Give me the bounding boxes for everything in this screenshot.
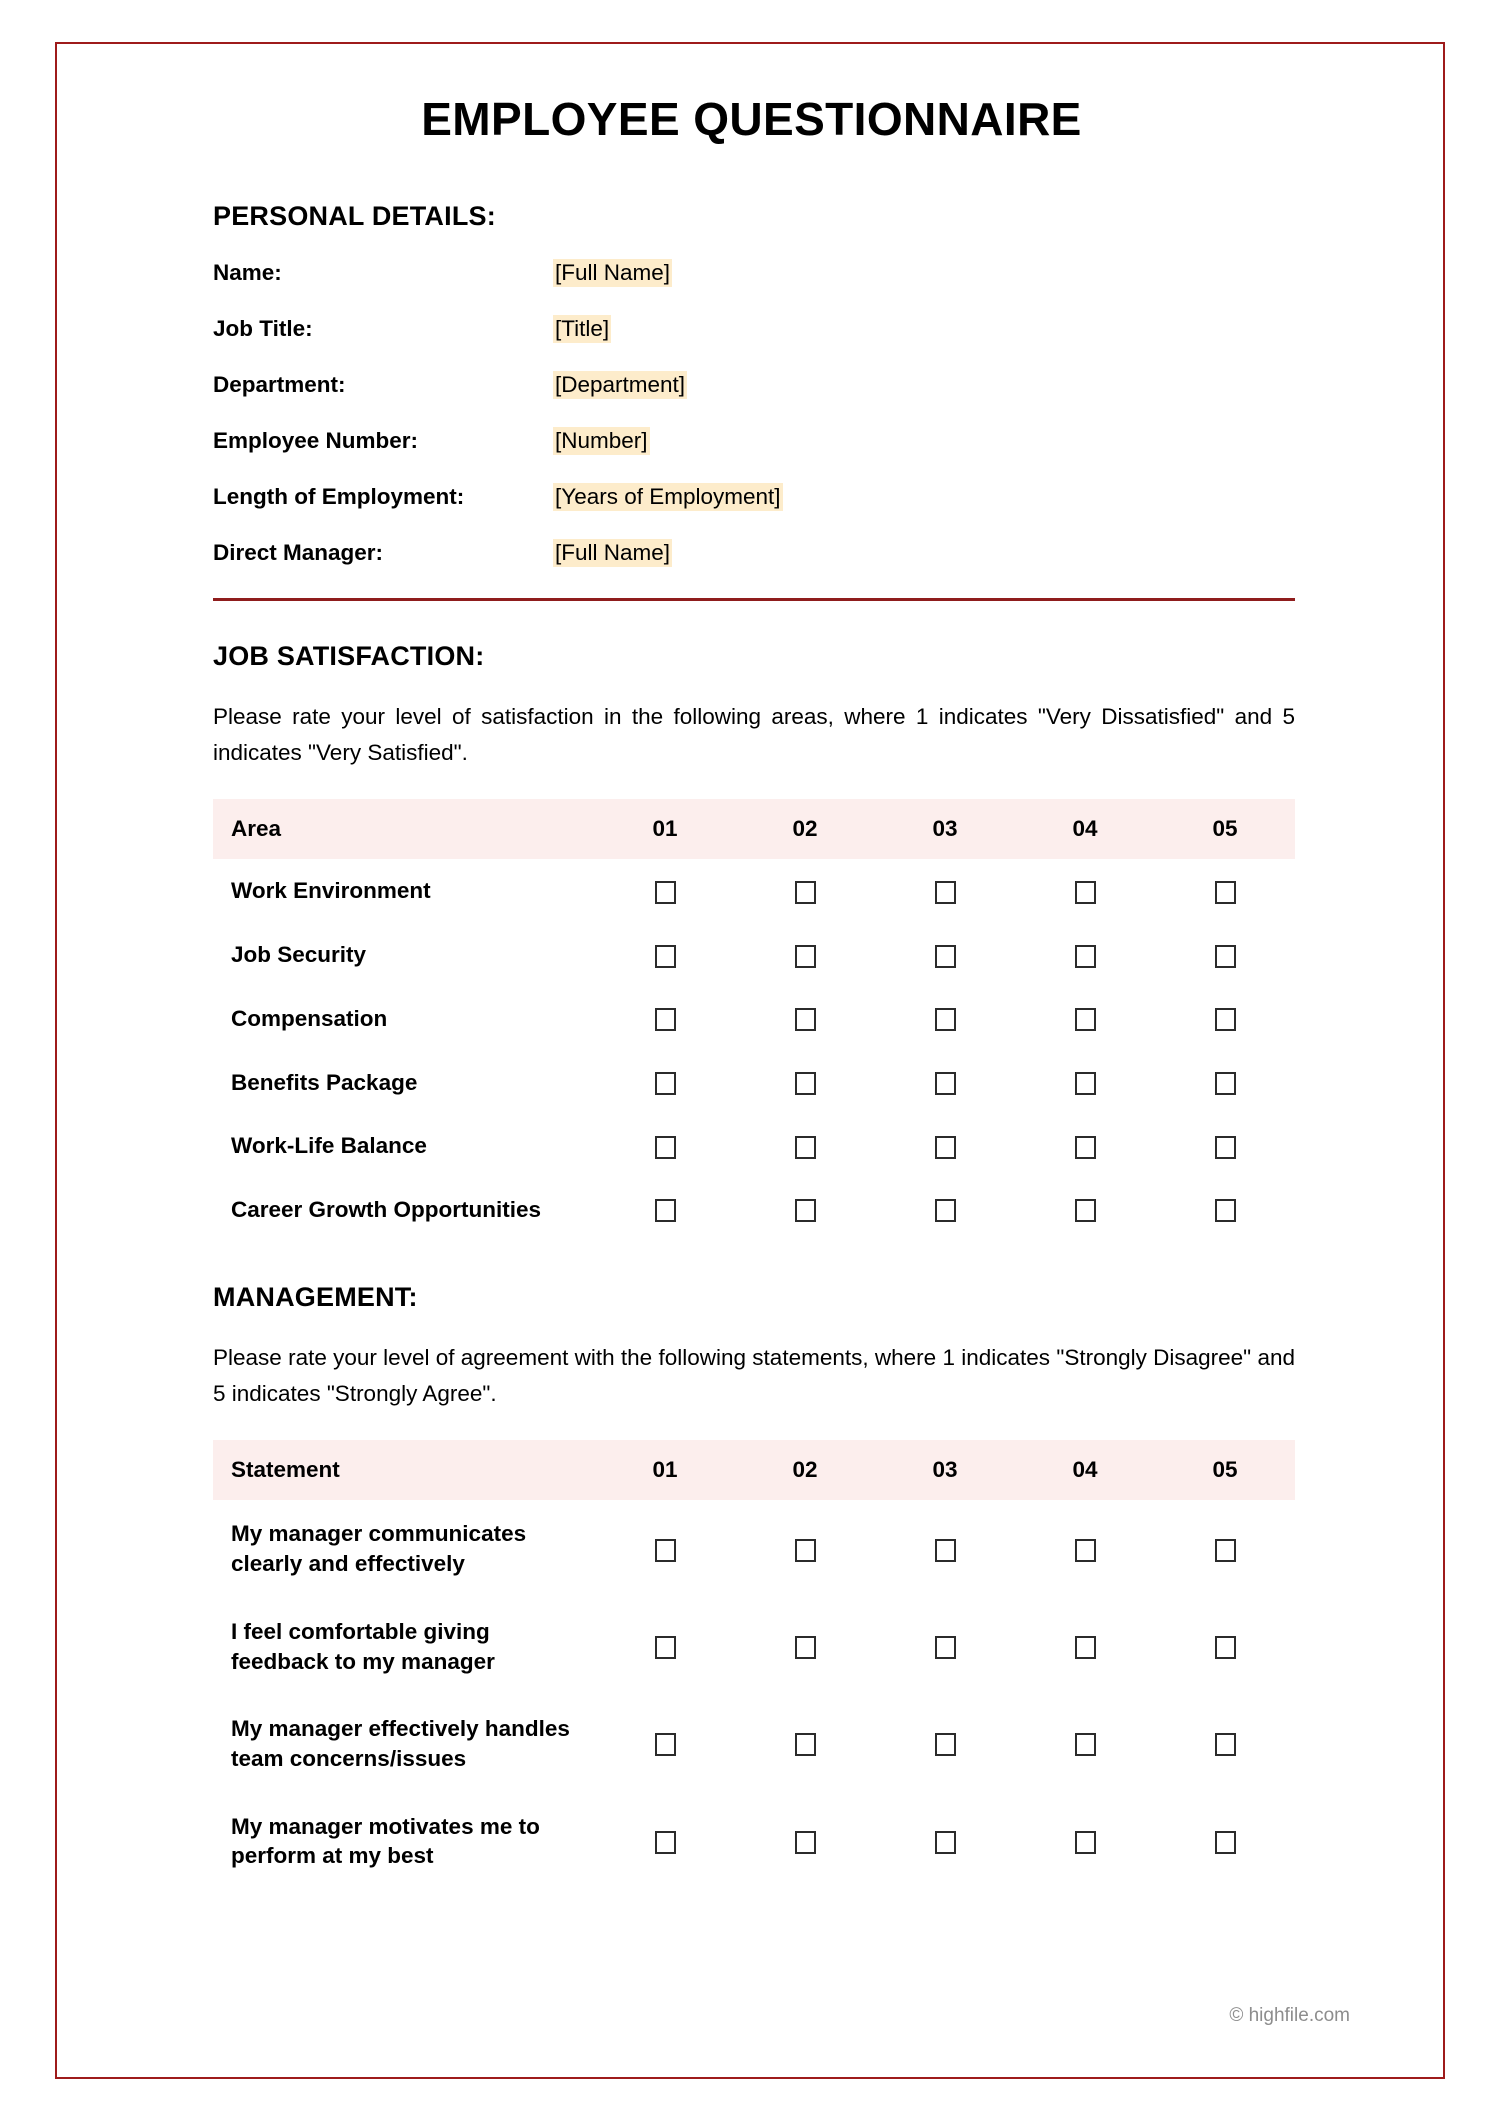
rating-checkbox[interactable] <box>655 1008 676 1031</box>
field-value-length-of-employment[interactable]: [Years of Employment] <box>555 483 781 509</box>
management-heading: MANAGEMENT: <box>213 1281 418 1312</box>
page-title: EMPLOYEE QUESTIONNAIRE <box>421 93 1082 145</box>
header-scale-04: 04 <box>1015 799 1155 859</box>
rating-checkbox[interactable] <box>1075 1136 1096 1159</box>
row-label-work-environment: Work Environment <box>213 859 595 923</box>
rating-cell-4[interactable] <box>1015 1793 1155 1890</box>
rating-checkbox[interactable] <box>1215 1539 1236 1562</box>
rating-checkbox[interactable] <box>1215 881 1236 904</box>
field-value-direct-manager[interactable]: [Full Name] <box>555 539 671 565</box>
rating-cell-5[interactable] <box>1155 923 1295 987</box>
rating-cell-3[interactable] <box>875 859 1015 923</box>
rating-checkbox[interactable] <box>1075 945 1096 968</box>
rating-cell-4[interactable] <box>1015 859 1155 923</box>
header-statement: Statement <box>213 1440 595 1500</box>
table-row <box>213 1500 1295 1597</box>
rating-checkbox[interactable] <box>795 1008 816 1031</box>
rating-cell-2[interactable] <box>735 859 875 923</box>
rating-checkbox[interactable] <box>1075 1008 1096 1031</box>
rating-cell-5[interactable] <box>1155 1598 1295 1695</box>
rating-checkbox[interactable] <box>935 1733 956 1756</box>
rating-checkbox[interactable] <box>655 1636 676 1659</box>
rating-checkbox[interactable] <box>935 1136 956 1159</box>
rating-cell-5[interactable] <box>1155 1178 1295 1242</box>
rating-checkbox[interactable] <box>795 881 816 904</box>
rating-checkbox[interactable] <box>655 1831 676 1854</box>
rating-checkbox[interactable] <box>1215 1136 1236 1159</box>
table-header-row <box>213 799 1295 859</box>
footer-credit: © highfile.com <box>1229 2005 1350 2026</box>
rating-checkbox[interactable] <box>935 1636 956 1659</box>
rating-cell-3[interactable] <box>875 1793 1015 1890</box>
rating-checkbox[interactable] <box>1215 1636 1236 1659</box>
rating-cell-2[interactable] <box>735 1793 875 1890</box>
rating-checkbox[interactable] <box>1075 881 1096 904</box>
rating-checkbox[interactable] <box>1215 1831 1236 1854</box>
management-table <box>213 1440 1295 1890</box>
rating-cell-2[interactable] <box>735 1500 875 1597</box>
rating-cell-3[interactable] <box>875 1114 1015 1178</box>
rating-cell-4[interactable] <box>1015 1598 1155 1695</box>
section-divider <box>213 598 1295 601</box>
rating-checkbox[interactable] <box>935 1199 956 1222</box>
rating-checkbox[interactable] <box>1075 1199 1096 1222</box>
rating-cell-1[interactable] <box>595 859 735 923</box>
rating-checkbox[interactable] <box>655 1199 676 1222</box>
field-value-name[interactable]: [Full Name] <box>555 259 671 285</box>
rating-checkbox[interactable] <box>1215 1008 1236 1031</box>
rating-cell-3[interactable] <box>875 1051 1015 1115</box>
rating-checkbox[interactable] <box>1215 1733 1236 1756</box>
rating-cell-4[interactable] <box>1015 987 1155 1051</box>
rating-checkbox[interactable] <box>1075 1072 1096 1095</box>
rating-cell-4[interactable] <box>1015 1178 1155 1242</box>
rating-cell-3[interactable] <box>875 987 1015 1051</box>
rating-checkbox[interactable] <box>795 1831 816 1854</box>
rating-checkbox[interactable] <box>935 1831 956 1854</box>
rating-cell-4[interactable] <box>1015 1500 1155 1597</box>
job-satisfaction-heading: JOB SATISFACTION: <box>213 640 485 671</box>
field-value-job-title[interactable]: [Title] <box>555 315 610 341</box>
row-label-career-growth-opportunities: Career Growth Opportunities <box>213 1178 595 1242</box>
rating-checkbox[interactable] <box>1075 1733 1096 1756</box>
rating-cell-5[interactable] <box>1155 859 1295 923</box>
field-label-department: Department: <box>213 371 346 397</box>
rating-checkbox[interactable] <box>655 1539 676 1562</box>
field-value-employee-number[interactable]: [Number] <box>555 427 648 453</box>
rating-cell-2[interactable] <box>735 1598 875 1695</box>
rating-cell-2[interactable] <box>735 1114 875 1178</box>
rating-checkbox[interactable] <box>655 881 676 904</box>
field-label-employee-number: Employee Number: <box>213 427 419 453</box>
rating-cell-3[interactable] <box>875 1500 1015 1597</box>
rating-cell-1[interactable] <box>595 1114 735 1178</box>
field-row-length-of-employment <box>213 483 1350 511</box>
row-label-work-life-balance: Work-Life Balance <box>213 1114 595 1178</box>
row-label-benefits-package: Benefits Package <box>213 1051 595 1115</box>
job-satisfaction-instructions: Please rate your level of satisfaction in the following areas, where 1 indicates "Very Dissatisfied" and 5 indicates "Very Satisfied". <box>213 703 1295 766</box>
rating-checkbox[interactable] <box>795 1733 816 1756</box>
personal-details-fields <box>213 259 1350 567</box>
table-row <box>213 1598 1295 1695</box>
field-label-length-of-employment: Length of Employment: <box>213 483 465 509</box>
rating-cell-3[interactable] <box>875 1598 1015 1695</box>
field-label-direct-manager: Direct Manager: <box>213 539 384 565</box>
rating-cell-5[interactable] <box>1155 1793 1295 1890</box>
rating-checkbox[interactable] <box>935 881 956 904</box>
table-header-row <box>213 1440 1295 1500</box>
rating-cell-1[interactable] <box>595 1051 735 1115</box>
rating-checkbox[interactable] <box>795 1136 816 1159</box>
field-row-name <box>213 259 1350 287</box>
rating-cell-4[interactable] <box>1015 923 1155 987</box>
field-label-name: Name: <box>213 259 282 285</box>
rating-checkbox[interactable] <box>935 945 956 968</box>
field-row-employee-number <box>213 427 1350 455</box>
rating-cell-5[interactable] <box>1155 1051 1295 1115</box>
header-area: Area <box>213 799 595 859</box>
row-label-motivates-me: My manager motivates me to perform at my best <box>213 1793 595 1890</box>
rating-cell-5[interactable] <box>1155 987 1295 1051</box>
table-row <box>213 1051 1295 1115</box>
table-row <box>213 1114 1295 1178</box>
field-row-department <box>213 371 1350 399</box>
rating-cell-5[interactable] <box>1155 1695 1295 1792</box>
rating-checkbox[interactable] <box>655 945 676 968</box>
rating-cell-2[interactable] <box>735 1695 875 1792</box>
header-scale-05: 05 <box>1155 799 1295 859</box>
header-scale-03: 03 <box>875 1440 1015 1500</box>
table-row <box>213 1178 1295 1242</box>
rating-cell-3[interactable] <box>875 923 1015 987</box>
rating-checkbox[interactable] <box>655 1733 676 1756</box>
job-satisfaction-section <box>213 641 1350 1242</box>
management-section <box>213 1282 1350 1890</box>
header-scale-04: 04 <box>1015 1440 1155 1500</box>
rating-checkbox[interactable] <box>795 1199 816 1222</box>
management-instructions: Please rate your level of agreement with the following statements, where 1 indicates "Strongly Disagree" and 5 indicates "Strongly Agree". <box>213 1344 1295 1407</box>
personal-details-section <box>213 201 1350 567</box>
field-value-department[interactable]: [Department] <box>555 371 686 397</box>
rating-checkbox[interactable] <box>1215 945 1236 968</box>
rating-checkbox[interactable] <box>1075 1831 1096 1854</box>
table-row <box>213 923 1295 987</box>
rating-cell-5[interactable] <box>1155 1500 1295 1597</box>
table-row <box>213 987 1295 1051</box>
personal-details-heading: PERSONAL DETAILS: <box>213 200 496 231</box>
rating-cell-4[interactable] <box>1015 1114 1155 1178</box>
rating-cell-1[interactable] <box>595 1500 735 1597</box>
rating-checkbox[interactable] <box>1215 1199 1236 1222</box>
rating-cell-3[interactable] <box>875 1695 1015 1792</box>
rating-cell-5[interactable] <box>1155 1114 1295 1178</box>
header-scale-01: 01 <box>595 1440 735 1500</box>
rating-checkbox[interactable] <box>935 1539 956 1562</box>
header-scale-05: 05 <box>1155 1440 1295 1500</box>
rating-checkbox[interactable] <box>935 1072 956 1095</box>
field-row-direct-manager <box>213 539 1350 567</box>
rating-checkbox[interactable] <box>655 1136 676 1159</box>
rating-checkbox[interactable] <box>655 1072 676 1095</box>
rating-cell-1[interactable] <box>595 1178 735 1242</box>
row-label-handles-team-concerns: My manager effectively handles team concerns/issues <box>213 1695 595 1792</box>
field-row-job-title <box>213 315 1350 343</box>
job-satisfaction-table <box>213 799 1295 1241</box>
rating-checkbox[interactable] <box>795 945 816 968</box>
rating-checkbox[interactable] <box>795 1072 816 1095</box>
header-scale-01: 01 <box>595 799 735 859</box>
row-label-manager-communicates: My manager communicates clearly and effectively <box>213 1500 595 1597</box>
rating-checkbox[interactable] <box>935 1008 956 1031</box>
rating-cell-2[interactable] <box>735 923 875 987</box>
rating-checkbox[interactable] <box>1215 1072 1236 1095</box>
row-label-compensation: Compensation <box>213 987 595 1051</box>
header-scale-02: 02 <box>735 1440 875 1500</box>
rating-checkbox[interactable] <box>1075 1636 1096 1659</box>
field-label-job-title: Job Title: <box>213 315 313 341</box>
header-scale-02: 02 <box>735 799 875 859</box>
rating-cell-2[interactable] <box>735 987 875 1051</box>
rating-cell-1[interactable] <box>595 1793 735 1890</box>
rating-checkbox[interactable] <box>1075 1539 1096 1562</box>
rating-cell-3[interactable] <box>875 1178 1015 1242</box>
rating-cell-1[interactable] <box>595 1598 735 1695</box>
rating-cell-1[interactable] <box>595 987 735 1051</box>
table-row <box>213 859 1295 923</box>
rating-checkbox[interactable] <box>795 1539 816 1562</box>
rating-cell-2[interactable] <box>735 1051 875 1115</box>
rating-cell-2[interactable] <box>735 1178 875 1242</box>
row-label-job-security: Job Security <box>213 923 595 987</box>
header-scale-03: 03 <box>875 799 1015 859</box>
row-label-comfortable-feedback: I feel comfortable giving feedback to my manager <box>213 1598 595 1695</box>
table-row <box>213 1695 1295 1792</box>
table-row <box>213 1793 1295 1890</box>
rating-cell-4[interactable] <box>1015 1695 1155 1792</box>
rating-cell-1[interactable] <box>595 923 735 987</box>
rating-cell-4[interactable] <box>1015 1051 1155 1115</box>
rating-cell-1[interactable] <box>595 1695 735 1792</box>
rating-checkbox[interactable] <box>795 1636 816 1659</box>
